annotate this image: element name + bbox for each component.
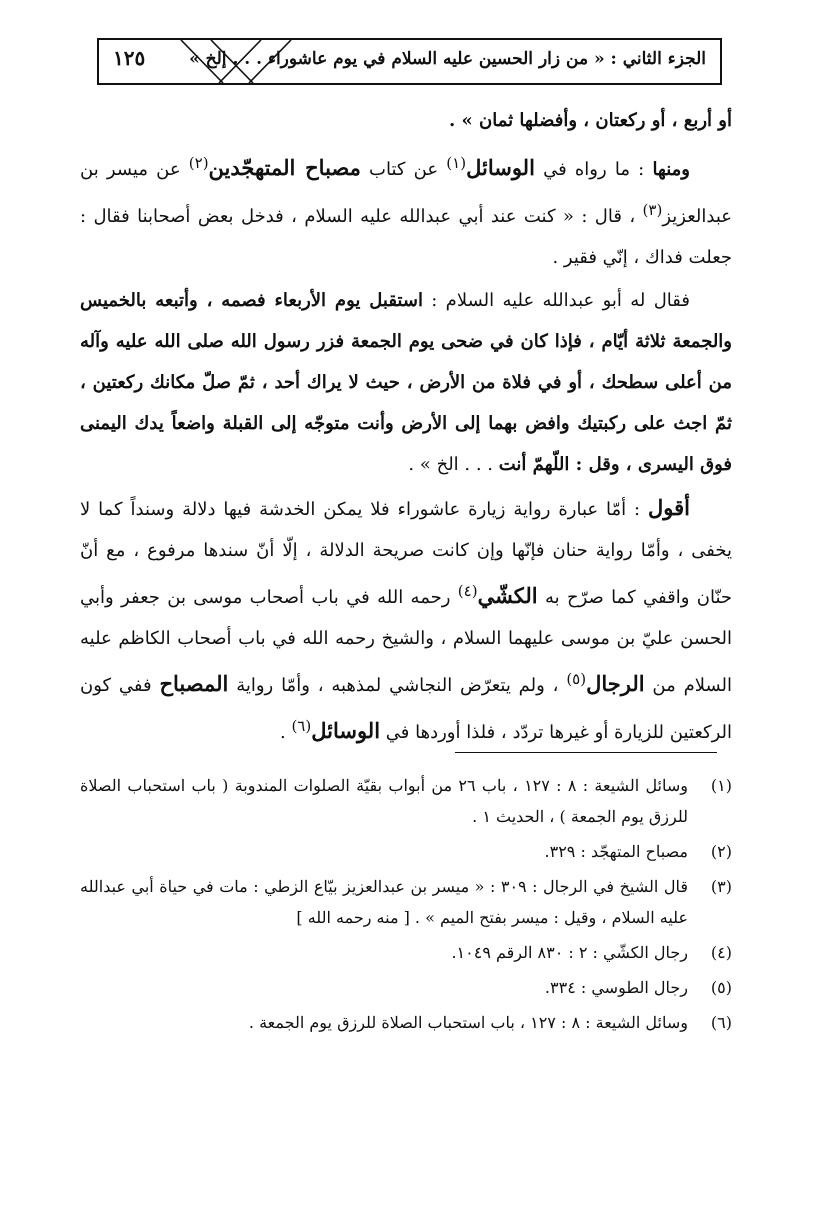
- footnote-1: [80, 770, 732, 832]
- paragraph-1: أو أربع ، أو ركعتان ، وأفضلها ثمان » .: [448, 110, 732, 131]
- footnote-ref-1[interactable]: (١): [446, 154, 467, 172]
- footnote-text: وسائل الشيعة : ٨ : ١٢٧ ، باب استحباب الصلاة للرزق يوم الجمعة .: [248, 1013, 688, 1032]
- main-text: [80, 100, 732, 755]
- paragraph-3: [80, 280, 732, 485]
- footnote-4: [80, 937, 732, 968]
- footnote-number: (٦): [710, 1013, 732, 1032]
- footnote-number: (٤): [710, 943, 732, 962]
- name-kashshi: الكشّي: [477, 583, 538, 608]
- footnote-ref-6[interactable]: (٦): [291, 717, 312, 735]
- footnote-5: [80, 972, 732, 1003]
- lead-word: أقول: [648, 495, 690, 520]
- paragraph-4: [80, 487, 732, 753]
- lead-word: ومنها: [652, 159, 690, 180]
- footnote-2: [80, 836, 732, 867]
- text-run: .: [279, 722, 292, 743]
- text-run: فقال له أبو عبدالله عليه السلام :: [422, 290, 690, 311]
- text-run: عن ميسر بن عبدالعزيز: [80, 159, 732, 227]
- book-title-wasail: الوسائل: [311, 718, 381, 743]
- footnote-number: (١): [710, 776, 732, 795]
- book-title-rijal: الرجال: [586, 671, 645, 696]
- footnote-ref-5[interactable]: (٥): [566, 670, 587, 688]
- footnote-text: رجال الكشّي : ٢ : ٨٣٠ الرقم ١٠٤٩.: [451, 943, 688, 962]
- footnote-text: رجال الطوسي : ٣٣٤.: [544, 978, 688, 997]
- text-run: ، قال : « كنت عند أبي عبدالله عليه السلام ، فدخل بعض أصحابنا فقال : جعلت فداك ، إنّي فقير .: [80, 206, 732, 268]
- text-run: : ما رواه في: [534, 159, 653, 180]
- footnote-number: (٥): [710, 978, 732, 997]
- header-title: الجزء الثاني : « من زار الحسين عليه السلام في يوم عاشوراء . . . إلخ »: [189, 49, 706, 69]
- text-run: رحمه الله في باب أصحاب موسى بن جعفر وأبي الحسن عليّ بن موسى عليهما السلام ، والشيخ رحمه الله في باب أصحاب الكاظم عليه السلام من: [80, 587, 732, 696]
- text-run: ففي كون الركعتين للزيارة أو غيرها تردّد ، فلذا أوردها في: [80, 675, 732, 743]
- text-run: ، ولم يتعرّض النجاشي لمذهبه ، وأمّا رواية: [228, 675, 567, 696]
- text-run: عن كتاب: [360, 159, 447, 180]
- book-title-wasail: الوسائل: [466, 155, 535, 180]
- footnote-number: (٣): [710, 877, 732, 896]
- footnote-text: مصباح المتهجّد : ٣٢٩.: [544, 842, 688, 861]
- text-run: . . . الخ » .: [408, 454, 499, 475]
- text-run: : أمّا عبارة رواية زيارة عاشوراء فلا يمكن الخدشة فيها دلالة وسنداً كما لا يخفى ، وأمّا رواية حنان فإنّها وإن كانت صريحة الدلالة ، إلّا أنّ سندها مرفوع ، مع أنّ حنّان واقفي كما صرّح به: [80, 499, 733, 608]
- book-title-misbah: المصباح: [159, 671, 229, 696]
- footnote-ref-2[interactable]: (٢): [188, 154, 209, 172]
- footnote-3: [80, 871, 732, 933]
- paragraph-2: [80, 143, 732, 278]
- running-header: [97, 38, 722, 85]
- page-number: ١٢٥: [113, 46, 146, 70]
- footnote-ref-4[interactable]: (٤): [457, 582, 478, 600]
- footnote-ref-3[interactable]: (٣): [642, 201, 663, 219]
- footnote-text: قال الشيخ في الرجال : ٣٠٩ : « ميسر بن عبدالعزيز بيّاع الزطي : مات في حياة أبي عبدالله عليه السلام ، وقيل : ميسر بفتح الميم » . [ منه رحمه الله ]: [80, 877, 688, 927]
- hadith-text: استقبل يوم الأربعاء فصمه ، وأتبعه بالخميس والجمعة ثلاثة أيّام ، فإذا كان في ضحى يوم الجمعة فزر رسول الله صلى الله عليه وآله من أعلى سطحك ، أو في فلاة من الأرض ، حيث لا يراك أحد ، ثمّ صلّ مكانك ركعتين ، ثمّ اجث على ركبتيك وافض بهما إلى الأرض وأنت متوجّه إلى القبلة واضعاً يدك اليمنى فوق اليسرى ، وقل : اللّهمّ أنت: [80, 290, 732, 475]
- footnotes: [80, 770, 732, 1042]
- header-diagonal-ornament: [161, 40, 341, 83]
- footnote-text: وسائل الشيعة : ٨ : ١٢٧ ، باب ٢٦ من أبواب بقيّة الصلوات المندوبة ( باب استحباب الصلاة للرزق يوم الجمعة ) ، الحديث ١ .: [80, 776, 689, 826]
- footnote-number: (٢): [710, 842, 732, 861]
- footnote-6: [80, 1007, 732, 1038]
- book-title-misbah: مصباح المتهجّدين: [208, 155, 361, 180]
- footnote-separator: [455, 752, 717, 753]
